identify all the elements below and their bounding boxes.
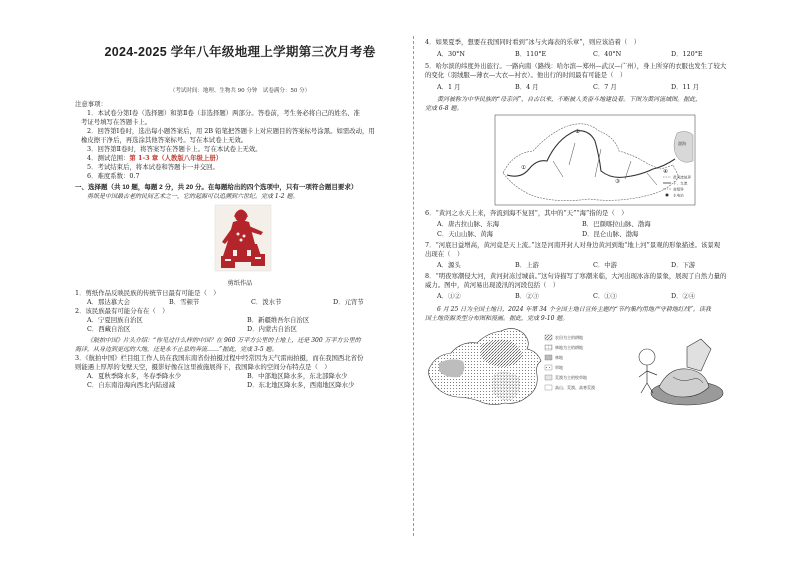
papercut-caption: 剪纸作品: [227, 280, 253, 287]
question-5a: 5．哈尔滨的纬度外出旅行。一路向南（路线：哈尔滨—郑州—武汉—广州），身上所穿的衣服也发生了较大: [425, 62, 727, 70]
map-legend-station: 水电站: [673, 193, 684, 198]
q1-option-b[interactable]: B．雪顿节: [169, 298, 200, 306]
note-5: 5．考试结束后，将本试卷和答题卡一并交回。: [87, 163, 219, 171]
q2-option-d[interactable]: D．内蒙古自治区: [247, 325, 297, 333]
q4-option-c[interactable]: C．40°N: [593, 50, 622, 58]
q7-option-b[interactable]: B．上游: [515, 261, 539, 269]
question-1: 1．剪纸作品反映民族的传统节日最有可能是（ ）: [75, 289, 220, 297]
exam-subtitle: （考试时间：地理、生物共 90 分钟 试卷满分：50 分）: [169, 88, 311, 94]
land-legend-6: 高山、荒漠、高寒荒漠: [555, 385, 595, 390]
question-1-options: [75, 298, 405, 307]
note-1b: 考证号填写在答题卡上。: [81, 118, 152, 126]
q3-option-c[interactable]: C．自东南沿海向西北内陆递减: [87, 381, 175, 389]
q6-option-b[interactable]: B．巴颜喀拉山脉、渤海: [582, 220, 651, 228]
land-legend-5: 荒漠为主的牧草地: [555, 375, 587, 380]
q1-option-d[interactable]: D．元宵节: [333, 298, 364, 306]
land-legend-1: 农田为主的耕地: [555, 335, 583, 340]
question-6: 6．“黄河之水天上来，奔流到海不复回”，其中的“天”“海”指的是（ ）: [425, 209, 628, 217]
q8-option-c[interactable]: C．①③: [593, 292, 618, 300]
land-legend-4: 草地: [555, 365, 563, 370]
note-3: 3．回答第Ⅱ卷时，将答案写在答题卡上。写在本试卷上无效。: [87, 145, 262, 153]
question-3-options-row1: [75, 372, 405, 381]
svg-text:②: ②: [575, 129, 580, 135]
question-2-options-row1: [75, 316, 405, 325]
svg-text:③: ③: [615, 179, 620, 185]
q6-option-d[interactable]: D．昆仑山脉、渤海: [582, 230, 639, 238]
q3-option-a[interactable]: A．夏秋季降水多，冬春季降水少: [87, 372, 182, 380]
q2-option-a[interactable]: A．宁夏回族自治区: [87, 316, 143, 324]
intro-3-5b: 海洋，从身边到更远的大地，还是永不止息的奔流……”据此，完成 3-5 题。: [75, 346, 278, 353]
q2-option-b[interactable]: B．新疆维吾尔自治区: [247, 316, 310, 324]
note-1a: 1．本试卷分第Ⅰ卷（选择题）和第Ⅱ卷（非选择题）两部分。答卷前，考生务必将自己的姓名、准: [87, 109, 360, 117]
yellow-river-map-svg: [425, 113, 735, 209]
land-resource-figures: [425, 327, 735, 417]
note-6: 6．难度系数：0.7: [87, 172, 140, 180]
q5-option-a[interactable]: A．1 月: [437, 83, 461, 91]
question-2-options-row2: [75, 325, 405, 334]
note-2b: 橡皮擦干净后，再选涂其他答案标号。写在本试卷上无效。: [81, 136, 248, 144]
intro-6-8a: 黄河被称为中华民族的“母亲河”，自古以来，不断被人类奋斗地建设着。下图为黄河流域图。据此，: [437, 96, 702, 103]
q3-option-b[interactable]: B．中部地区降水多，东北部降水少: [247, 372, 348, 380]
notes-block: [75, 100, 405, 181]
question-7b: 出现在（ ）: [425, 250, 464, 258]
q4-option-b[interactable]: B．110°E: [515, 50, 547, 58]
column-divider: [413, 36, 414, 536]
question-8a: 8．“明夜寒潮侵大河，黄河封冻过城前。”这句诗描写了寒潮来临，大河出现冰冻的景象，展现了自然力量的: [425, 272, 727, 280]
q6-option-a[interactable]: A．唐古拉山脉、东海: [437, 220, 500, 228]
q3-option-d[interactable]: D．东北地区降水多，西南地区降水少: [247, 381, 355, 389]
map-legend-river: 干、支流: [673, 181, 688, 186]
q7-option-a[interactable]: A．源头: [437, 261, 461, 269]
q8-option-b[interactable]: B．②③: [515, 292, 539, 300]
land-cartoon: [639, 339, 723, 405]
q5-option-c[interactable]: C．7 月: [593, 83, 617, 91]
exam-title: 2024-2025 学年八年级地理上学期第三次月考卷: [104, 45, 376, 59]
intro-9-10a: 6 月 25 日为全国土地日，2024 年第 34 个全国土地日宣传主题约“节约集约用地严守耕地红线”。读我: [437, 306, 711, 313]
question-6-options-row1: [425, 220, 735, 229]
map-legend-basin: 黄河流域界: [673, 175, 691, 180]
question-7-options: [425, 261, 735, 270]
intro-6-8b: 完成 6-8 题。: [425, 105, 463, 112]
land-legend-3: 林地: [555, 355, 563, 360]
map-label-bohai: 渤海: [678, 141, 686, 146]
question-4: 4．如果夏季，想要在我国同时看到“冰与火海表的乐章”，则应该沿着（ ）: [425, 38, 641, 46]
notes-heading: 注意事项：: [75, 100, 107, 108]
q1-option-a[interactable]: A．那达慕大会: [87, 298, 130, 306]
question-5b: 的变化（羽绒服—薄衣—大衣—衬衣）。他出行的时间最有可能是（ ）: [425, 71, 627, 79]
land-resource-svg: [425, 327, 735, 417]
question-3a: 3．《航拍中国》栏目组工作人员在我国东南省份拍摄过程中经常因为天气雷雨拍摄，而在我国西北省份: [75, 354, 364, 362]
land-legend-2: 林地为主的耕地: [555, 345, 583, 350]
question-4-options: [425, 50, 735, 59]
intro-1-2: 剪纸是中国最古老的民间艺术之一，它的起源可以追溯到六世纪。完成 1-2 题。: [87, 193, 299, 200]
note-4: [75, 154, 405, 163]
question-8-options: [425, 292, 735, 301]
q1-option-c[interactable]: C．泼水节: [251, 298, 282, 306]
svg-text:④: ④: [663, 169, 668, 175]
question-3b: 则能遇上厚厚的戈壁天空，摄影好像在这里被施展得下，我国降水的空间分布特点是（ ）: [75, 363, 331, 371]
yellow-river-map: [425, 113, 735, 209]
left-column: [75, 38, 405, 390]
q8-option-d[interactable]: D．②④: [671, 292, 696, 300]
q7-option-c[interactable]: C．中游: [593, 261, 618, 269]
question-6-options-row2: [425, 230, 735, 239]
question-8b: 威力。图中，黄河易出现凌汛的河段包括（ ）: [425, 281, 560, 289]
svg-text:①: ①: [521, 165, 526, 171]
section-1-title: 一、选择题（共 10 题，每题 2 分，共 20 分。在每题给出的四个选项中，只有一项符合题目要求）: [75, 184, 358, 191]
papercut-image: [75, 204, 405, 278]
question-7a: 7．“河底日益增高，黄河竟是天上流。”这是河南开封人对身边黄河到地“地上河”景观的形象描述。该景观: [425, 241, 721, 249]
q2-option-c[interactable]: C．西藏自治区: [87, 325, 131, 333]
q5-option-d[interactable]: D．11 月: [671, 83, 700, 91]
q6-option-c[interactable]: C．天山山脉、黄海: [437, 230, 494, 238]
note-4-range: 第 1-3 章（人教版八年级上册）: [129, 154, 223, 162]
question-2: 2．该民族最有可能分布在（ ）: [75, 307, 169, 315]
map-legend-province: 省级界: [673, 187, 684, 192]
q4-option-a[interactable]: A．30°N: [437, 50, 465, 58]
question-5-options: [425, 83, 735, 92]
intro-3-5a: 《航拍中国》片头介绍：“你见过什么样的中国？在 960 万平方公里的土地上，还是 300 万平方公里的: [87, 337, 361, 344]
q4-option-d[interactable]: D．120°E: [671, 50, 703, 58]
q8-option-a[interactable]: A．①②: [437, 292, 461, 300]
q7-option-d[interactable]: D．下游: [671, 261, 696, 269]
note-4-prefix: 4．测试范围：: [87, 154, 130, 162]
note-2a: 2．回答第Ⅰ卷时，选出每小题答案后，用 2B 铅笔把答题卡上对应题目的答案标号涂黑。如需改动，用: [87, 127, 375, 135]
papercut-figure: [75, 204, 405, 278]
intro-9-10b: 国土地资源类型分布图和漫画。据此，完成 9-10 题。: [425, 315, 569, 322]
q5-option-b[interactable]: B．4 月: [515, 83, 539, 91]
question-3-options-row2: [75, 381, 405, 390]
right-column: [425, 38, 735, 417]
